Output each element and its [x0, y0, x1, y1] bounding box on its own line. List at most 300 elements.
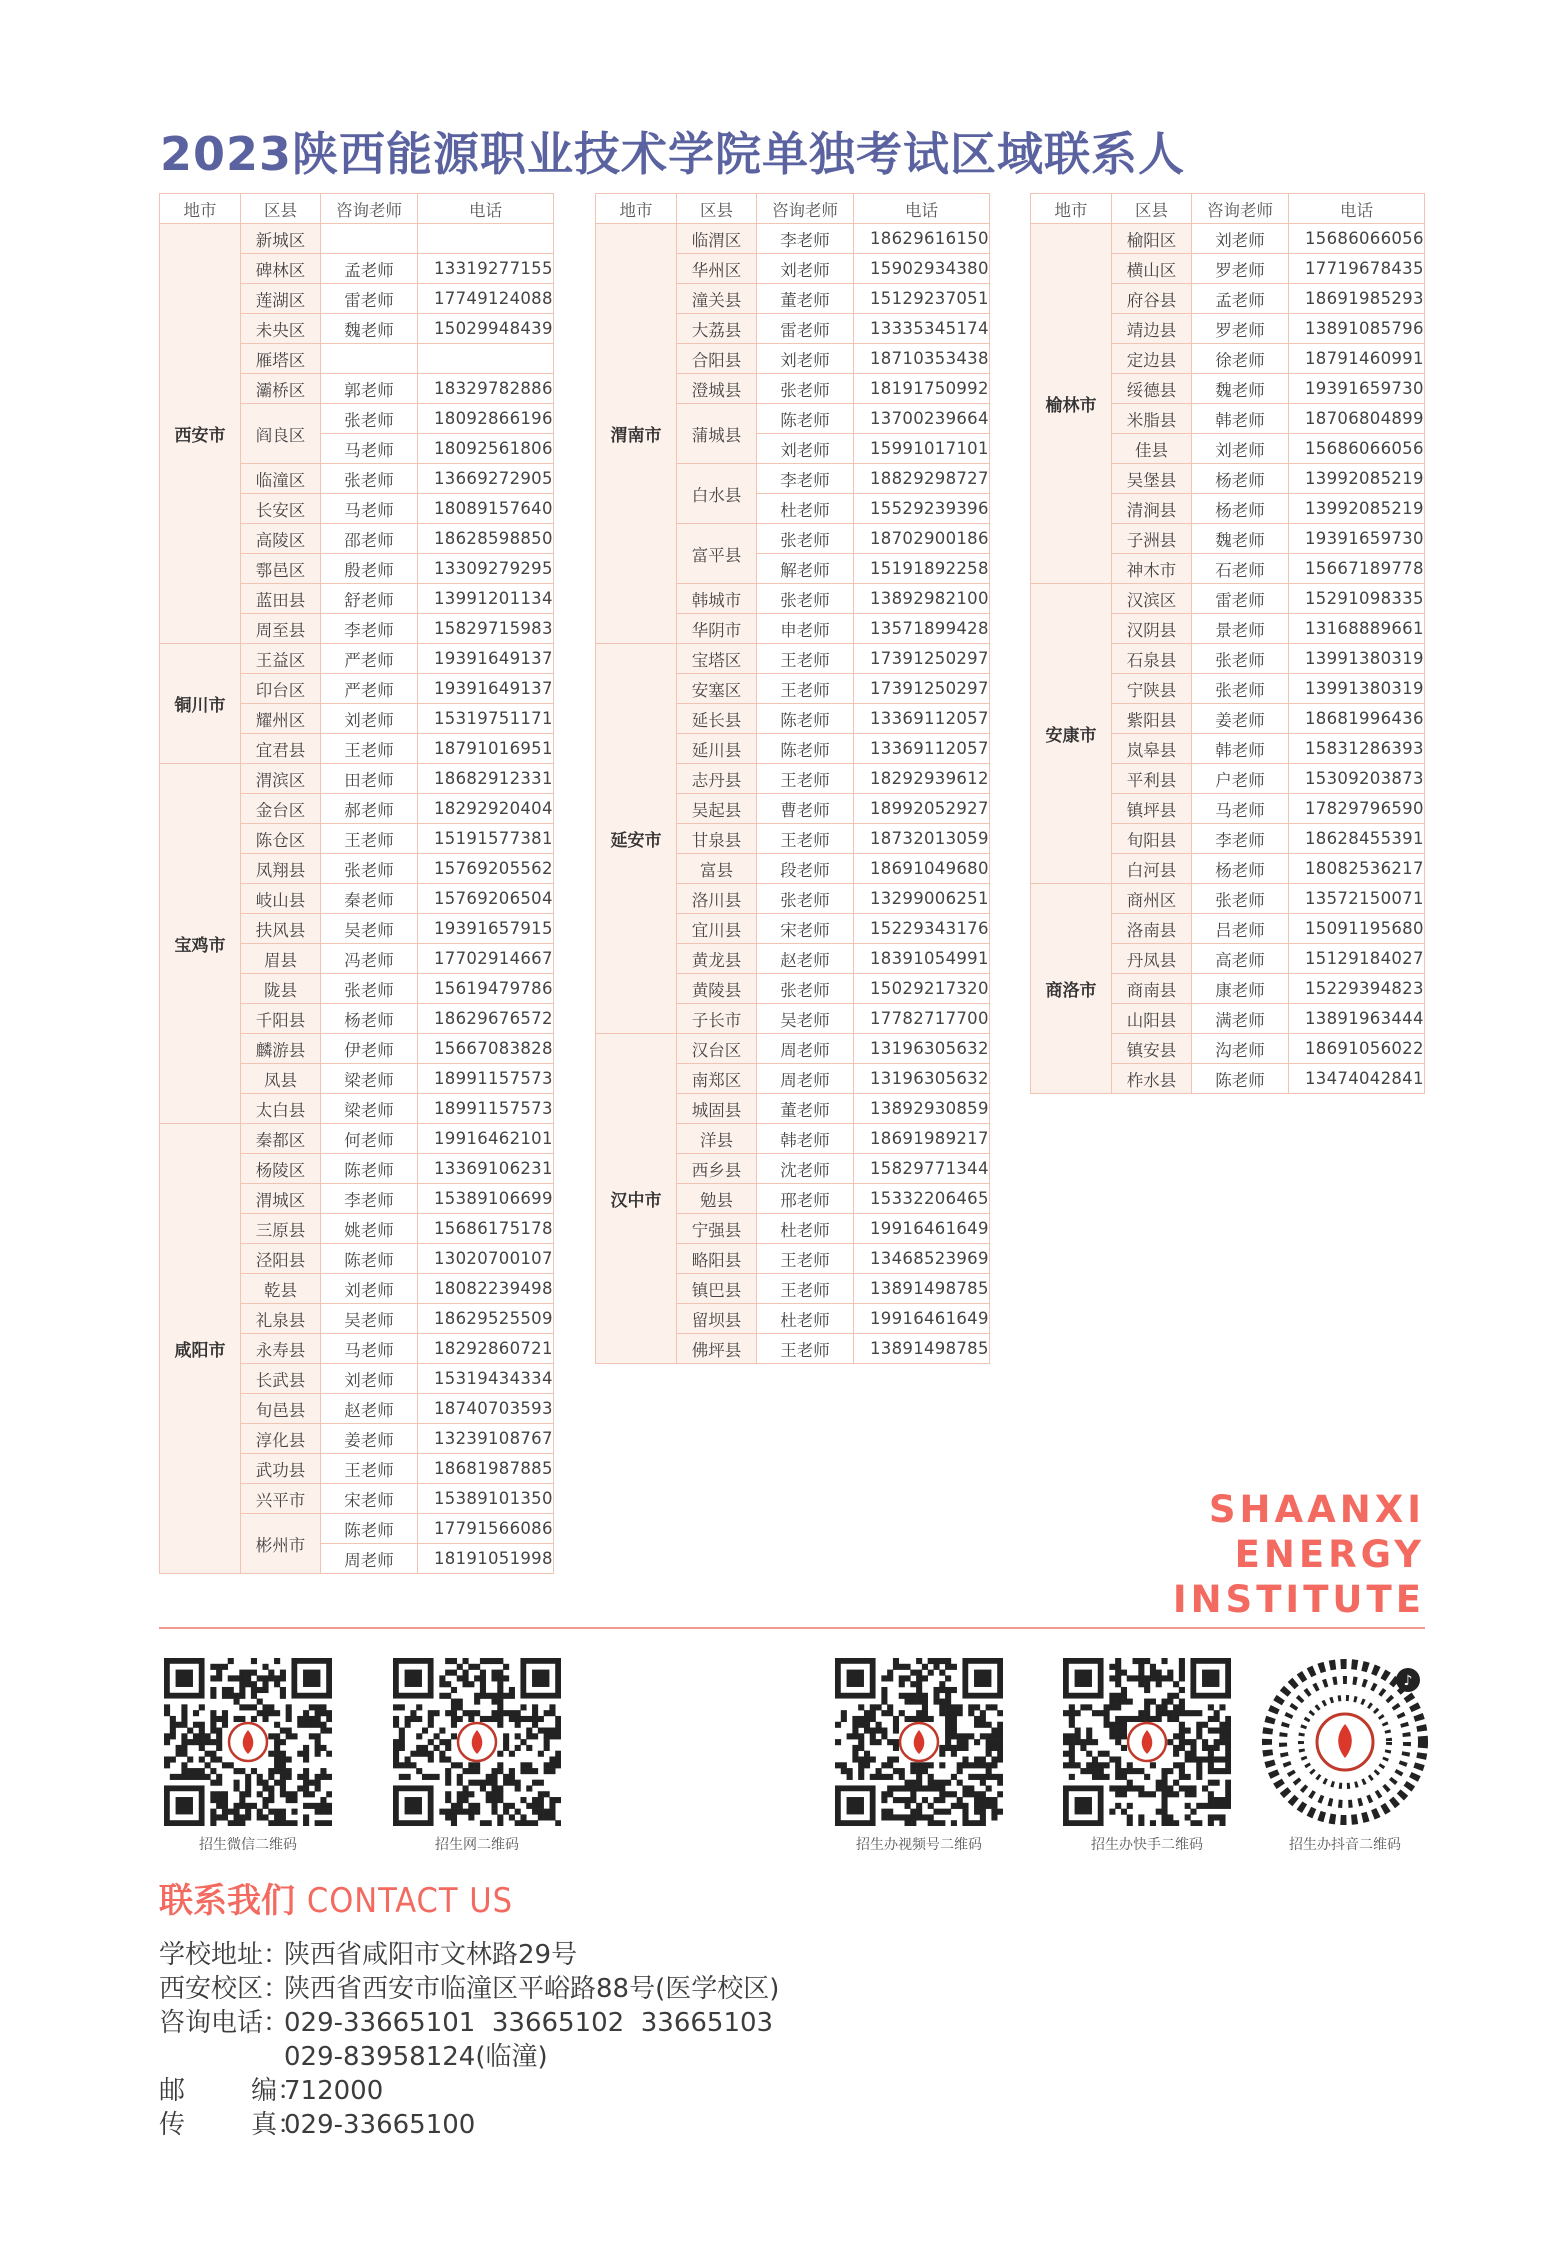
teacher-cell: 杨老师	[1192, 854, 1289, 884]
phone-cell: 18991157573	[418, 1064, 554, 1094]
county-cell: 秦都区	[241, 1124, 321, 1154]
phone-cell: 13020700107	[418, 1244, 554, 1274]
county-cell: 泾阳县	[241, 1244, 321, 1274]
county-cell: 太白县	[241, 1094, 321, 1124]
phone-cell: 15769206504	[418, 884, 554, 914]
county-cell: 临渭区	[677, 224, 757, 254]
phone-cell: 13335345174	[854, 314, 990, 344]
county-cell: 宁强县	[677, 1214, 757, 1244]
phone-cell: 18691989217	[854, 1124, 990, 1154]
phone-cell: 13309279295	[418, 554, 554, 584]
county-cell: 石泉县	[1112, 644, 1192, 674]
teacher-cell: 赵老师	[321, 1394, 418, 1424]
county-cell: 洛川县	[677, 884, 757, 914]
fax-line	[159, 2104, 475, 2141]
table-row	[1031, 584, 1425, 614]
phone-value: 029-33665101 33665102 33665103	[284, 2008, 774, 2038]
phone-line-2	[159, 2036, 548, 2073]
teacher-cell: 冯老师	[321, 944, 418, 974]
contact-heading-cn: 联系我们	[159, 1881, 295, 1921]
teacher-cell: 严老师	[321, 644, 418, 674]
teacher-cell: 舒老师	[321, 584, 418, 614]
phone-cell: 15389106699	[418, 1184, 554, 1214]
county-cell: 绥德县	[1112, 374, 1192, 404]
phone-cell: 13991380319	[1289, 644, 1425, 674]
phone-cell: 15686066056	[1289, 434, 1425, 464]
teacher-cell: 吴老师	[757, 1004, 854, 1034]
phone-cell: 18992052927	[854, 794, 990, 824]
phone-cell: 17749124088	[418, 284, 554, 314]
county-cell: 商州区	[1112, 884, 1192, 914]
teacher-cell: 马老师	[321, 494, 418, 524]
phone-cell: 13992085219	[1289, 494, 1425, 524]
teacher-cell: 郝老师	[321, 794, 418, 824]
teacher-cell: 李老师	[321, 614, 418, 644]
teacher-cell: 张老师	[1192, 884, 1289, 914]
county-cell: 长武县	[241, 1364, 321, 1394]
county-cell: 王益区	[241, 644, 321, 674]
county-cell: 蒲城县	[677, 404, 757, 464]
county-cell: 陇县	[241, 974, 321, 1004]
teacher-cell: 殷老师	[321, 554, 418, 584]
county-cell: 兴平市	[241, 1484, 321, 1514]
teacher-cell	[321, 224, 418, 254]
teacher-cell: 陈老师	[1192, 1064, 1289, 1094]
phone-cell: 17719678435	[1289, 254, 1425, 284]
phone-cell: 15319751171	[418, 704, 554, 734]
brand-line: INSTITUTE	[1172, 1578, 1425, 1621]
contact-heading-en: CONTACT US	[306, 1881, 514, 1921]
teacher-cell: 景老师	[1192, 614, 1289, 644]
teacher-cell: 吴老师	[321, 914, 418, 944]
county-cell: 安塞区	[677, 674, 757, 704]
teacher-cell: 陈老师	[321, 1514, 418, 1544]
phone-cell: 18089157640	[418, 494, 554, 524]
county-cell: 潼关县	[677, 284, 757, 314]
zip-label: 邮 编：	[159, 2076, 304, 2106]
phone-cell	[418, 224, 554, 254]
county-cell: 彬州市	[241, 1514, 321, 1574]
teacher-cell: 梁老师	[321, 1094, 418, 1124]
header-teacher: 咨询老师	[321, 194, 418, 224]
phone-cell: 13891085796	[1289, 314, 1425, 344]
county-cell: 白水县	[677, 464, 757, 524]
county-cell: 洋县	[677, 1124, 757, 1154]
teacher-cell: 姚老师	[321, 1214, 418, 1244]
teacher-cell: 王老师	[757, 1334, 854, 1364]
city-cell: 咸阳市	[160, 1124, 241, 1574]
county-cell: 宁陕县	[1112, 674, 1192, 704]
county-cell: 定边县	[1112, 344, 1192, 374]
phone-cell: 18092866196	[418, 404, 554, 434]
phone-cell: 13474042841	[1289, 1064, 1425, 1094]
teacher-cell: 郭老师	[321, 374, 418, 404]
county-cell: 白河县	[1112, 854, 1192, 884]
teacher-cell: 王老师	[321, 824, 418, 854]
county-cell: 子长市	[677, 1004, 757, 1034]
county-cell: 紫阳县	[1112, 704, 1192, 734]
qr-code-icon	[1063, 1658, 1231, 1826]
qr-wechat	[158, 1658, 338, 1854]
fax-label: 传 真：	[159, 2110, 304, 2140]
county-cell: 宝塔区	[677, 644, 757, 674]
phone-cell: 18691049680	[854, 854, 990, 884]
teacher-cell: 严老师	[321, 674, 418, 704]
teacher-cell: 马老师	[321, 434, 418, 464]
teacher-cell: 吴老师	[321, 1304, 418, 1334]
teacher-cell: 张老师	[757, 884, 854, 914]
phone-cell: 18629525509	[418, 1304, 554, 1334]
county-cell: 大荔县	[677, 314, 757, 344]
county-cell: 岐山县	[241, 884, 321, 914]
table-row	[160, 224, 554, 254]
divider	[159, 1627, 1425, 1629]
county-cell: 柞水县	[1112, 1064, 1192, 1094]
teacher-cell: 沈老师	[757, 1154, 854, 1184]
county-cell: 勉县	[677, 1184, 757, 1214]
teacher-cell: 杨老师	[321, 1004, 418, 1034]
teacher-cell: 雷老师	[1192, 584, 1289, 614]
phone-cell: 18732013059	[854, 824, 990, 854]
teacher-cell: 刘老师	[757, 254, 854, 284]
teacher-cell: 杨老师	[1192, 464, 1289, 494]
phone-cell: 18092561806	[418, 434, 554, 464]
teacher-cell: 刘老师	[321, 1364, 418, 1394]
qr-caption: 招生办抖音二维码	[1289, 1837, 1401, 1853]
teacher-cell: 王老师	[757, 674, 854, 704]
table-row	[160, 764, 554, 794]
header-phone: 电话	[418, 194, 554, 224]
douyin-qr-code-icon	[1261, 1658, 1429, 1826]
county-cell: 扶风县	[241, 914, 321, 944]
phone-cell: 13468523969	[854, 1244, 990, 1274]
county-cell: 宜君县	[241, 734, 321, 764]
teacher-cell: 魏老师	[1192, 524, 1289, 554]
county-cell: 杨陵区	[241, 1154, 321, 1184]
phone-cell: 13239108767	[418, 1424, 554, 1454]
table-row	[596, 224, 990, 254]
header-teacher: 咨询老师	[757, 194, 854, 224]
header-county: 区县	[241, 194, 321, 224]
qr-douyin	[1255, 1658, 1435, 1854]
xian-label: 西安校区：	[159, 1974, 290, 2004]
county-cell: 三原县	[241, 1214, 321, 1244]
phone-cell: 13891963444	[1289, 1004, 1425, 1034]
teacher-cell: 李老师	[321, 1184, 418, 1214]
county-cell: 西乡县	[677, 1154, 757, 1184]
teacher-cell: 梁老师	[321, 1064, 418, 1094]
county-cell: 鄠邑区	[241, 554, 321, 584]
table-row	[1031, 884, 1425, 914]
county-cell: 宜川县	[677, 914, 757, 944]
phone-cell: 18702900186	[854, 524, 990, 554]
phone-cell: 18791460991	[1289, 344, 1425, 374]
county-cell: 丹凤县	[1112, 944, 1192, 974]
phone-cell: 18691985293	[1289, 284, 1425, 314]
teacher-cell: 秦老师	[321, 884, 418, 914]
phone-cell: 13299006251	[854, 884, 990, 914]
phone-cell: 18829298727	[854, 464, 990, 494]
phone-cell: 17829796590	[1289, 794, 1425, 824]
header-city: 地市	[596, 194, 677, 224]
teacher-cell: 魏老师	[1192, 374, 1289, 404]
teacher-cell: 董老师	[757, 1094, 854, 1124]
city-cell: 宝鸡市	[160, 764, 241, 1124]
teacher-cell: 张老师	[321, 854, 418, 884]
county-cell: 高陵区	[241, 524, 321, 554]
phone-cell: 13991380319	[1289, 674, 1425, 704]
county-cell: 碑林区	[241, 254, 321, 284]
teacher-cell: 王老师	[321, 1454, 418, 1484]
county-cell: 吴堡县	[1112, 464, 1192, 494]
county-cell: 渭城区	[241, 1184, 321, 1214]
teacher-cell: 刘老师	[1192, 434, 1289, 464]
phone-cell: 19916462101	[418, 1124, 554, 1154]
city-cell: 铜川市	[160, 644, 241, 764]
teacher-cell: 魏老师	[321, 314, 418, 344]
teacher-cell: 徐老师	[1192, 344, 1289, 374]
city-cell: 商洛市	[1031, 884, 1112, 1094]
county-cell: 汉阴县	[1112, 614, 1192, 644]
county-cell: 合阳县	[677, 344, 757, 374]
county-cell: 岚皋县	[1112, 734, 1192, 764]
phone-cell: 18991157573	[418, 1094, 554, 1124]
phone-cell: 15029217320	[854, 974, 990, 1004]
phone-cell: 19391649137	[418, 674, 554, 704]
phone-cell: 15686175178	[418, 1214, 554, 1244]
phone-cell: 13196305632	[854, 1064, 990, 1094]
phone-line	[159, 2002, 773, 2039]
county-cell: 麟游县	[241, 1034, 321, 1064]
teacher-cell: 刘老师	[321, 704, 418, 734]
phone-cell: 15091195680	[1289, 914, 1425, 944]
phone-cell: 18682912331	[418, 764, 554, 794]
fax-value: 029-33665100	[284, 2110, 476, 2140]
phone-cell: 13571899428	[854, 614, 990, 644]
qr-code-icon	[164, 1658, 332, 1826]
teacher-cell: 宋老师	[321, 1484, 418, 1514]
teacher-cell: 邢老师	[757, 1184, 854, 1214]
teacher-cell: 罗老师	[1192, 314, 1289, 344]
county-cell: 汉台区	[677, 1034, 757, 1064]
phone-cell: 15686066056	[1289, 224, 1425, 254]
teacher-cell: 张老师	[321, 464, 418, 494]
phone-cell: 19391659730	[1289, 524, 1425, 554]
phone-cell: 13168889661	[1289, 614, 1425, 644]
teacher-cell: 杜老师	[757, 1304, 854, 1334]
county-cell: 横山区	[1112, 254, 1192, 284]
teacher-cell: 王老师	[757, 644, 854, 674]
teacher-cell: 刘老师	[757, 344, 854, 374]
teacher-cell: 高老师	[1192, 944, 1289, 974]
phone-cell: 19391649137	[418, 644, 554, 674]
teacher-cell: 满老师	[1192, 1004, 1289, 1034]
phone-cell: 15309203873	[1289, 764, 1425, 794]
phone-cell: 13992085219	[1289, 464, 1425, 494]
teacher-cell: 陈老师	[757, 734, 854, 764]
phone-cell: 15229394823	[1289, 974, 1425, 1004]
county-cell: 富县	[677, 854, 757, 884]
county-cell: 延长县	[677, 704, 757, 734]
county-cell: 周至县	[241, 614, 321, 644]
qr-caption: 招生办快手二维码	[1091, 1837, 1203, 1853]
phone-cell: 18628455391	[1289, 824, 1425, 854]
county-cell: 凤县	[241, 1064, 321, 1094]
teacher-cell: 刘老师	[1192, 224, 1289, 254]
phone-cell: 15319434334	[418, 1364, 554, 1394]
county-cell: 平利县	[1112, 764, 1192, 794]
county-cell: 洛南县	[1112, 914, 1192, 944]
phone-cell: 13196305632	[854, 1034, 990, 1064]
phone-cell: 18791016951	[418, 734, 554, 764]
county-cell: 莲湖区	[241, 284, 321, 314]
table-row	[1031, 224, 1425, 254]
county-cell: 淳化县	[241, 1424, 321, 1454]
county-cell: 镇巴县	[677, 1274, 757, 1304]
county-cell: 汉滨区	[1112, 584, 1192, 614]
teacher-cell: 陈老师	[757, 404, 854, 434]
county-cell: 凤翔县	[241, 854, 321, 884]
county-cell: 榆阳区	[1112, 224, 1192, 254]
teacher-cell: 解老师	[757, 554, 854, 584]
teacher-cell: 赵老师	[757, 944, 854, 974]
phone-cell: 15902934380	[854, 254, 990, 284]
teacher-cell: 张老师	[757, 974, 854, 1004]
teacher-cell: 陈老师	[321, 1244, 418, 1274]
county-cell: 蓝田县	[241, 584, 321, 614]
phone-cell: 17391250297	[854, 644, 990, 674]
teacher-cell: 田老师	[321, 764, 418, 794]
brand-logo-text	[1173, 1487, 1425, 1622]
phone-cell: 18191051998	[418, 1544, 554, 1574]
city-cell: 安康市	[1031, 584, 1112, 884]
teacher-cell	[321, 344, 418, 374]
county-cell: 华州区	[677, 254, 757, 284]
county-cell: 清涧县	[1112, 494, 1192, 524]
phone-cell: 15389101350	[418, 1484, 554, 1514]
qr-caption: 招生网二维码	[435, 1837, 519, 1853]
city-cell: 延安市	[596, 644, 677, 1034]
qr-website	[387, 1658, 567, 1854]
county-cell: 商南县	[1112, 974, 1192, 1004]
county-cell: 城固县	[677, 1094, 757, 1124]
county-cell: 黄陵县	[677, 974, 757, 1004]
teacher-cell: 韩老师	[757, 1124, 854, 1154]
phone-cell: 15129184027	[1289, 944, 1425, 974]
county-cell: 千阳县	[241, 1004, 321, 1034]
county-cell: 华阴市	[677, 614, 757, 644]
xian-value: 陕西省西安市临潼区平峪路88号(医学校区)	[284, 1974, 780, 2004]
phone-cell: 17702914667	[418, 944, 554, 974]
teacher-cell: 杜老师	[757, 494, 854, 524]
phone-cell: 13369112057	[854, 704, 990, 734]
county-cell: 雁塔区	[241, 344, 321, 374]
teacher-cell: 姜老师	[1192, 704, 1289, 734]
phone-cell: 13700239664	[854, 404, 990, 434]
phone-cell: 13892982100	[854, 584, 990, 614]
county-cell: 礼泉县	[241, 1304, 321, 1334]
teacher-cell: 康老师	[1192, 974, 1289, 1004]
qr-code-icon	[835, 1658, 1003, 1826]
header-county: 区县	[677, 194, 757, 224]
teacher-cell: 宋老师	[757, 914, 854, 944]
county-cell: 阎良区	[241, 404, 321, 464]
county-cell: 渭滨区	[241, 764, 321, 794]
table-row	[160, 644, 554, 674]
teacher-cell: 董老师	[757, 284, 854, 314]
teacher-cell: 马老师	[1192, 794, 1289, 824]
phone-cell: 15991017101	[854, 434, 990, 464]
phone-cell	[418, 344, 554, 374]
teacher-cell: 张老师	[757, 584, 854, 614]
phone-cell: 15831286393	[1289, 734, 1425, 764]
county-cell: 佳县	[1112, 434, 1192, 464]
teacher-cell: 伊老师	[321, 1034, 418, 1064]
phone-cell: 15029948439	[418, 314, 554, 344]
page-title: 2023陕西能源职业技术学院单独考试区域联系人	[160, 127, 1186, 181]
county-cell: 富平县	[677, 524, 757, 584]
teacher-cell: 周老师	[321, 1544, 418, 1574]
phone-cell: 18292920404	[418, 794, 554, 824]
phone-cell: 18082536217	[1289, 854, 1425, 884]
teacher-cell: 户老师	[1192, 764, 1289, 794]
phone-cell: 18391054991	[854, 944, 990, 974]
county-cell: 新城区	[241, 224, 321, 254]
county-cell: 眉县	[241, 944, 321, 974]
county-cell: 子洲县	[1112, 524, 1192, 554]
county-cell: 南郑区	[677, 1064, 757, 1094]
teacher-cell: 王老师	[321, 734, 418, 764]
teacher-cell: 周老师	[757, 1064, 854, 1094]
xian-campus-line	[159, 1968, 779, 2005]
phone-cell: 18629616150	[854, 224, 990, 254]
header-city: 地市	[160, 194, 241, 224]
county-cell: 甘泉县	[677, 824, 757, 854]
city-cell: 渭南市	[596, 224, 677, 644]
phone-cell: 13991201134	[418, 584, 554, 614]
address-value: 陕西省咸阳市文林路29号	[284, 1940, 578, 1970]
county-cell: 留坝县	[677, 1304, 757, 1334]
qr-code-icon	[393, 1658, 561, 1826]
county-cell: 米脂县	[1112, 404, 1192, 434]
teacher-cell: 李老师	[757, 224, 854, 254]
county-cell: 耀州区	[241, 704, 321, 734]
contacts-table-1	[159, 193, 554, 1574]
phone-cell: 15129237051	[854, 284, 990, 314]
teacher-cell: 罗老师	[1192, 254, 1289, 284]
county-cell: 延川县	[677, 734, 757, 764]
teacher-cell: 吕老师	[1192, 914, 1289, 944]
county-cell: 镇安县	[1112, 1034, 1192, 1064]
phone-cell: 13572150071	[1289, 884, 1425, 914]
county-cell: 府谷县	[1112, 284, 1192, 314]
county-cell: 陈仓区	[241, 824, 321, 854]
teacher-cell: 雷老师	[757, 314, 854, 344]
zip-value: 712000	[284, 2076, 384, 2106]
address-line	[159, 1934, 577, 1971]
phone-cell: 18629676572	[418, 1004, 554, 1034]
teacher-cell: 韩老师	[1192, 404, 1289, 434]
contacts-table-2	[595, 193, 990, 1364]
header-phone: 电话	[854, 194, 990, 224]
county-cell: 澄城县	[677, 374, 757, 404]
phone-cell: 15229343176	[854, 914, 990, 944]
contacts-table-3	[1030, 193, 1425, 1094]
phone-cell: 18628598850	[418, 524, 554, 554]
phone-cell: 18082239498	[418, 1274, 554, 1304]
teacher-cell: 张老师	[1192, 674, 1289, 704]
phone-cell: 18740703593	[418, 1394, 554, 1424]
